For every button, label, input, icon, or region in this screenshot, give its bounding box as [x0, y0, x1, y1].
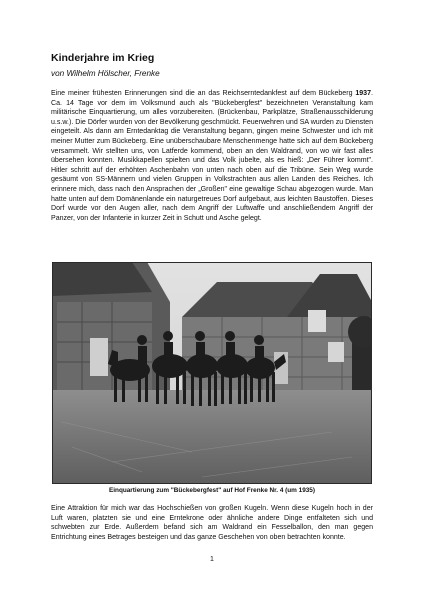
- paragraph-intro: [51, 89, 373, 223]
- page-number: 1: [210, 556, 214, 563]
- year-highlight: 1937: [355, 90, 372, 97]
- paragraph-attraction: Eine Attraktion für mich war das Hochschießen von großen Kugeln. Wenn diese Kugeln hoch in der Luft waren, platzten sie und eine Erntekrone oder ähnliche andere Dinge entfalteten sich und schwebten zur Erde. Außerdem befand sich am Waldrand ein Fesselballon, den man gegen Entrichtung eines Betrages besteigen und das ganze Geschehen von oben betrachten konnte.: [51, 505, 373, 541]
- paragraph-intro-start: Eine meiner frühesten Erinnerungen sind die an das Reichserntedankfest auf dem Bückeberg: [51, 90, 356, 97]
- photo-farmyard-soldiers-horses: [52, 262, 372, 484]
- article-title: Kinderjahre im Krieg: [51, 52, 155, 64]
- paragraph-intro-rest: . Ca. 14 Tage vor dem im Volksmund auch als "Bückebergfest" bezeichneten Veranstaltung kam militärische Einquartierung, um alles vorzubereiten. (Brückenbau, Parkplätze, Straßenausschilderung u.s.w.). Die Dörfer wurden von der Bevölkerung geschmückt. Feuerwehren und SA wurden zu Diensten eingeteilt. Als dann am Erntedanktag die Veranstaltung begann, gingen meine Schwester und ich mit meiner Mutter zum Bückeberg. Eine unüberschaubare Menschenmenge hatte sich auf dem Bückeberg versammelt. Wir stellten uns, von Latferde kommend, oben an den Waldrand, von wo wir fast alles übersehen konnten. Musikkapellen spielten und das Volk jubelte, als es hieß: „Der Führer kommt". Hitler schritt auf der erhöhten Aschenbahn von unten nach oben auf die Tribüne. Sein Weg wurde gesäumt von SS-Männern und vielen Gruppen in Volkstrachten aus allen Landen des Reiches. Ich erinnere mich, dass nach den Ansprachen der „Großen" eine gewaltige Schau abgezogen wurde. Man hatte unten auf dem Domänenlande ein naturgetreues Dorf aufgebaut, aus leichten Baustoffen. Dieses Dorf wurde vor den Augen aller, nach dem Angriff der Luftwaffe und anschließendem Angriff der Panzer, von der Infanterie in kurzer Zeit in Schutt und Asche gelegt.: [51, 90, 373, 222]
- photo-caption: Einquartierung zum "Bückebergfest" auf Hof Frenke Nr. 4 (um 1935): [109, 487, 315, 494]
- historical-photo: [52, 262, 372, 484]
- article-author: von Wilhelm Hölscher, Frenke: [51, 69, 160, 78]
